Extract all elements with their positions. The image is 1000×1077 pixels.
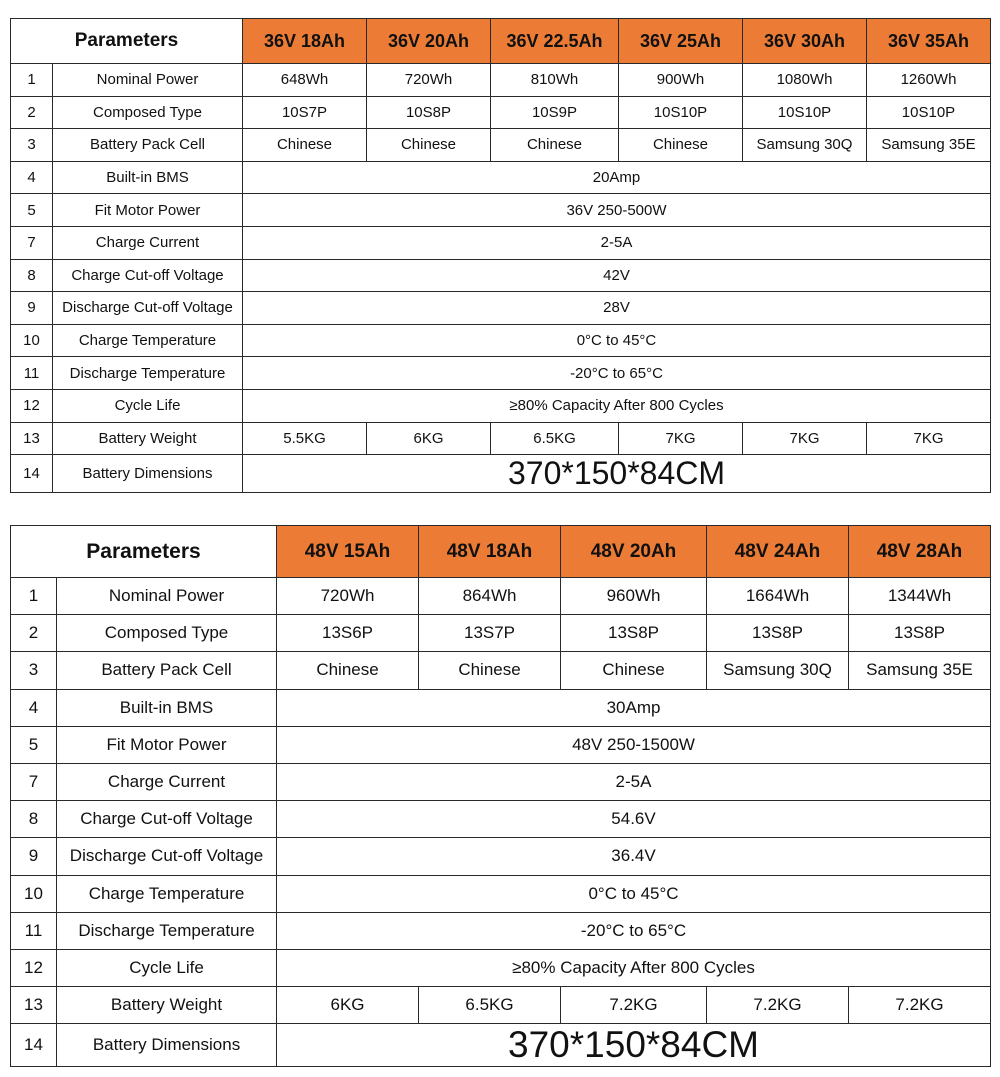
table-row <box>11 226 991 259</box>
row-number: 9 <box>11 838 57 875</box>
row-number: 10 <box>11 875 57 912</box>
row-number: 9 <box>11 292 53 325</box>
merged-cell-value: 48V 250-1500W <box>277 726 991 763</box>
row-label: Battery Weight <box>57 987 277 1024</box>
cell-value: 720Wh <box>277 578 419 615</box>
row-label: Discharge Temperature <box>53 357 243 390</box>
row-number: 3 <box>11 652 57 689</box>
cell-value: 13S7P <box>419 615 561 652</box>
row-label: Nominal Power <box>53 64 243 97</box>
model-header: 36V 22.5Ah <box>491 19 619 64</box>
model-header: 36V 20Ah <box>367 19 491 64</box>
row-label: Composed Type <box>53 96 243 129</box>
spec-table-36v <box>10 18 991 493</box>
table-row <box>11 357 991 390</box>
row-label: Nominal Power <box>57 578 277 615</box>
cell-value: 864Wh <box>419 578 561 615</box>
cell-value: 900Wh <box>619 64 743 97</box>
table-row <box>11 1024 991 1067</box>
cell-value: 720Wh <box>367 64 491 97</box>
row-label: Discharge Cut-off Voltage <box>53 292 243 325</box>
model-header: 48V 24Ah <box>707 526 849 578</box>
row-label: Battery Weight <box>53 422 243 455</box>
table-row <box>11 652 991 689</box>
row-label: Battery Dimensions <box>57 1024 277 1067</box>
cell-value: 10S10P <box>867 96 991 129</box>
row-label: Fit Motor Power <box>57 726 277 763</box>
table-row <box>11 194 991 227</box>
row-number: 4 <box>11 161 53 194</box>
dimensions-value: 370*150*84CM <box>277 1024 991 1067</box>
cell-value: 7KG <box>743 422 867 455</box>
cell-value: 6.5KG <box>419 987 561 1024</box>
cell-value: Chinese <box>243 129 367 162</box>
merged-cell-value: 0°C to 45°C <box>277 875 991 912</box>
table-row <box>11 987 991 1024</box>
table-row <box>11 578 991 615</box>
row-label: Charge Current <box>53 226 243 259</box>
merged-cell-value: 36V 250-500W <box>243 194 991 227</box>
cell-value: 648Wh <box>243 64 367 97</box>
table-row <box>11 324 991 357</box>
row-label: Discharge Cut-off Voltage <box>57 838 277 875</box>
table-row <box>11 689 991 726</box>
table-row <box>11 64 991 97</box>
cell-value: Samsung 35E <box>867 129 991 162</box>
cell-value: 6KG <box>367 422 491 455</box>
row-number: 2 <box>11 96 53 129</box>
row-label: Built-in BMS <box>53 161 243 194</box>
table-row <box>11 615 991 652</box>
cell-value: Samsung 35E <box>849 652 991 689</box>
merged-cell-value: 20Amp <box>243 161 991 194</box>
merged-cell-value: ≥80% Capacity After 800 Cycles <box>243 389 991 422</box>
row-number: 11 <box>11 357 53 390</box>
table-row <box>11 912 991 949</box>
cell-value: 13S6P <box>277 615 419 652</box>
row-label: Built-in BMS <box>57 689 277 726</box>
table-row <box>11 875 991 912</box>
table-row <box>11 161 991 194</box>
model-header: 36V 25Ah <box>619 19 743 64</box>
model-header: 36V 35Ah <box>867 19 991 64</box>
row-number: 13 <box>11 422 53 455</box>
row-label: Battery Pack Cell <box>53 129 243 162</box>
row-number: 5 <box>11 726 57 763</box>
cell-value: 10S10P <box>619 96 743 129</box>
row-number: 1 <box>11 64 53 97</box>
table-row <box>11 763 991 800</box>
cell-value: Chinese <box>367 129 491 162</box>
cell-value: Chinese <box>419 652 561 689</box>
row-label: Charge Cut-off Voltage <box>53 259 243 292</box>
row-label: Composed Type <box>57 615 277 652</box>
table-row <box>11 422 991 455</box>
row-label: Charge Current <box>57 763 277 800</box>
table-row <box>11 838 991 875</box>
row-number: 11 <box>11 912 57 949</box>
cell-value: 1260Wh <box>867 64 991 97</box>
row-number: 2 <box>11 615 57 652</box>
model-header: 36V 30Ah <box>743 19 867 64</box>
row-number: 7 <box>11 763 57 800</box>
table-row <box>11 801 991 838</box>
row-number: 4 <box>11 689 57 726</box>
merged-cell-value: 2-5A <box>243 226 991 259</box>
cell-value: 10S10P <box>743 96 867 129</box>
model-header: 48V 20Ah <box>561 526 707 578</box>
spec-table-48v <box>10 525 991 1067</box>
table-row <box>11 259 991 292</box>
table-row <box>11 455 991 493</box>
cell-value: 13S8P <box>707 615 849 652</box>
cell-value: 13S8P <box>849 615 991 652</box>
table-row <box>11 96 991 129</box>
row-number: 13 <box>11 987 57 1024</box>
cell-value: Chinese <box>561 652 707 689</box>
cell-value: Chinese <box>491 129 619 162</box>
row-label: Battery Pack Cell <box>57 652 277 689</box>
cell-value: Samsung 30Q <box>707 652 849 689</box>
row-number: 12 <box>11 949 57 986</box>
row-label: Cycle Life <box>53 389 243 422</box>
row-number: 8 <box>11 801 57 838</box>
merged-cell-value: 0°C to 45°C <box>243 324 991 357</box>
row-number: 10 <box>11 324 53 357</box>
cell-value: 10S7P <box>243 96 367 129</box>
row-label: Charge Temperature <box>53 324 243 357</box>
cell-value: 6KG <box>277 987 419 1024</box>
row-number: 14 <box>11 455 53 493</box>
table-row <box>11 292 991 325</box>
cell-value: 7.2KG <box>561 987 707 1024</box>
cell-value: 810Wh <box>491 64 619 97</box>
table-row <box>11 129 991 162</box>
model-header: 48V 15Ah <box>277 526 419 578</box>
table-row <box>11 949 991 986</box>
row-number: 14 <box>11 1024 57 1067</box>
cell-value: 1664Wh <box>707 578 849 615</box>
cell-value: 6.5KG <box>491 422 619 455</box>
row-number: 7 <box>11 226 53 259</box>
cell-value: 5.5KG <box>243 422 367 455</box>
merged-cell-value: 36.4V <box>277 838 991 875</box>
cell-value: 10S9P <box>491 96 619 129</box>
row-label: Battery Dimensions <box>53 455 243 493</box>
merged-cell-value: 30Amp <box>277 689 991 726</box>
parameters-header: Parameters <box>11 19 243 64</box>
row-label: Charge Cut-off Voltage <box>57 801 277 838</box>
cell-value: 960Wh <box>561 578 707 615</box>
cell-value: Chinese <box>277 652 419 689</box>
row-label: Charge Temperature <box>57 875 277 912</box>
row-number: 1 <box>11 578 57 615</box>
cell-value: 7KG <box>619 422 743 455</box>
cell-value: 7.2KG <box>849 987 991 1024</box>
row-number: 12 <box>11 389 53 422</box>
header-row <box>11 19 991 64</box>
table-row <box>11 726 991 763</box>
table-row <box>11 389 991 422</box>
cell-value: 13S8P <box>561 615 707 652</box>
merged-cell-value: 28V <box>243 292 991 325</box>
cell-value: 1080Wh <box>743 64 867 97</box>
row-number: 8 <box>11 259 53 292</box>
row-label: Discharge Temperature <box>57 912 277 949</box>
row-number: 5 <box>11 194 53 227</box>
merged-cell-value: 54.6V <box>277 801 991 838</box>
row-label: Cycle Life <box>57 949 277 986</box>
model-header: 48V 18Ah <box>419 526 561 578</box>
cell-value: 7KG <box>867 422 991 455</box>
cell-value: 1344Wh <box>849 578 991 615</box>
model-header: 36V 18Ah <box>243 19 367 64</box>
row-label: Fit Motor Power <box>53 194 243 227</box>
parameters-header: Parameters <box>11 526 277 578</box>
cell-value: 7.2KG <box>707 987 849 1024</box>
cell-value: Chinese <box>619 129 743 162</box>
merged-cell-value: 2-5A <box>277 763 991 800</box>
header-row <box>11 526 991 578</box>
merged-cell-value: ≥80% Capacity After 800 Cycles <box>277 949 991 986</box>
cell-value: Samsung 30Q <box>743 129 867 162</box>
merged-cell-value: -20°C to 65°C <box>243 357 991 390</box>
dimensions-value: 370*150*84CM <box>243 455 991 493</box>
merged-cell-value: 42V <box>243 259 991 292</box>
row-number: 3 <box>11 129 53 162</box>
model-header: 48V 28Ah <box>849 526 991 578</box>
merged-cell-value: -20°C to 65°C <box>277 912 991 949</box>
cell-value: 10S8P <box>367 96 491 129</box>
